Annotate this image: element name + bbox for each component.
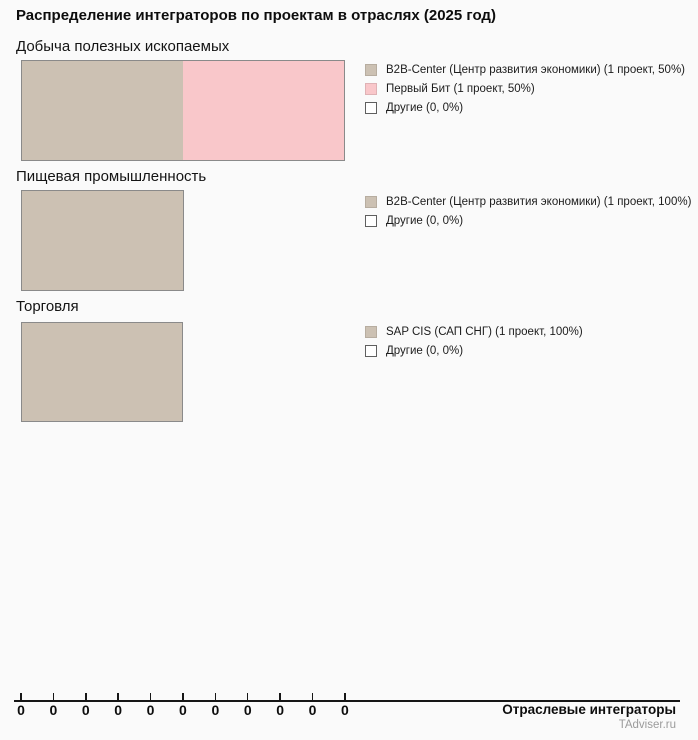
legend-item bbox=[365, 345, 583, 357]
tick-mark bbox=[344, 693, 346, 700]
axis-tick bbox=[208, 693, 222, 719]
tick-label: 0 bbox=[146, 702, 155, 718]
tadviser-watermark: TAdviser.ru bbox=[618, 719, 676, 731]
legend-label: B2B-Center (Центр развития экономики) (1 проект, 100%) bbox=[386, 196, 692, 208]
tick-mark bbox=[279, 693, 281, 700]
tick-mark bbox=[182, 693, 184, 700]
x-axis-ticks bbox=[14, 693, 352, 719]
legend-swatch-b2b-center bbox=[365, 196, 377, 208]
axis-tick bbox=[273, 693, 287, 719]
tick-mark bbox=[20, 693, 22, 700]
legend-item bbox=[365, 215, 691, 227]
legend-item bbox=[365, 64, 685, 76]
tick-mark bbox=[215, 693, 217, 700]
legend-swatch-others bbox=[365, 215, 377, 227]
tick-label: 0 bbox=[17, 702, 25, 718]
axis-tick bbox=[46, 693, 60, 719]
axis-tick bbox=[338, 693, 352, 719]
legend-swatch-b2b-center bbox=[365, 64, 377, 76]
legend-food-industry bbox=[365, 196, 691, 227]
tick-mark bbox=[53, 693, 55, 700]
legend-swatch-sap-cis bbox=[365, 326, 377, 338]
bar-mining bbox=[21, 60, 345, 161]
legend-swatch-perviy-bit bbox=[365, 83, 377, 95]
axis-tick bbox=[111, 693, 125, 719]
bar-segment-perviy-bit bbox=[183, 61, 344, 160]
legend-item bbox=[365, 102, 685, 114]
tick-label: 0 bbox=[276, 702, 285, 718]
tick-label: 0 bbox=[49, 702, 58, 718]
legend-label: B2B-Center (Центр развития экономики) (1 проект, 50%) bbox=[386, 64, 686, 76]
legend-swatch-others bbox=[365, 102, 377, 114]
legend-label: SAP CIS (САП СНГ) (1 проект, 100%) bbox=[386, 326, 583, 338]
axis-tick bbox=[241, 693, 255, 719]
tick-label: 0 bbox=[211, 702, 220, 718]
axis-tick bbox=[306, 693, 320, 719]
tick-label: 0 bbox=[243, 702, 252, 718]
legend-item bbox=[365, 83, 685, 95]
legend-label: Другие (0, 0%) bbox=[386, 102, 464, 114]
legend-trade bbox=[365, 326, 583, 357]
axis-tick bbox=[144, 693, 158, 719]
legend-item bbox=[365, 326, 583, 338]
tick-label: 0 bbox=[114, 702, 123, 718]
axis-tick bbox=[79, 693, 93, 719]
axis-tick bbox=[176, 693, 190, 719]
tick-mark bbox=[247, 693, 249, 700]
tick-label: 0 bbox=[341, 702, 349, 718]
legend-label: Первый Бит (1 проект, 50%) bbox=[386, 83, 535, 95]
bar-food-industry bbox=[21, 190, 184, 291]
tick-mark bbox=[150, 693, 152, 700]
x-axis-title: Отраслевые интеграторы bbox=[502, 702, 676, 717]
tick-mark bbox=[117, 693, 119, 700]
axis-tick bbox=[14, 693, 28, 719]
tick-label: 0 bbox=[81, 702, 90, 718]
legend-label: Другие (0, 0%) bbox=[386, 345, 464, 357]
legend-item bbox=[365, 196, 691, 208]
tick-label: 0 bbox=[179, 702, 187, 718]
tick-mark bbox=[312, 693, 314, 700]
page-title: Распределение интеграторов по проектам в отраслях (2025 год) bbox=[16, 7, 496, 24]
bar-segment-b2b-center bbox=[22, 191, 183, 290]
section-title-trade: Торговля bbox=[16, 298, 79, 315]
tick-mark bbox=[85, 693, 87, 700]
legend-mining bbox=[365, 64, 685, 114]
legend-swatch-others bbox=[365, 345, 377, 357]
bar-segment-sap-cis bbox=[22, 323, 182, 421]
tick-label: 0 bbox=[308, 702, 317, 718]
bar-segment-b2b-center bbox=[22, 61, 183, 160]
bar-trade bbox=[21, 322, 183, 422]
section-title-mining: Добыча полезных ископаемых bbox=[16, 38, 230, 55]
section-title-food-industry: Пищевая промышленность bbox=[16, 168, 207, 185]
legend-label: Другие (0, 0%) bbox=[386, 215, 464, 227]
